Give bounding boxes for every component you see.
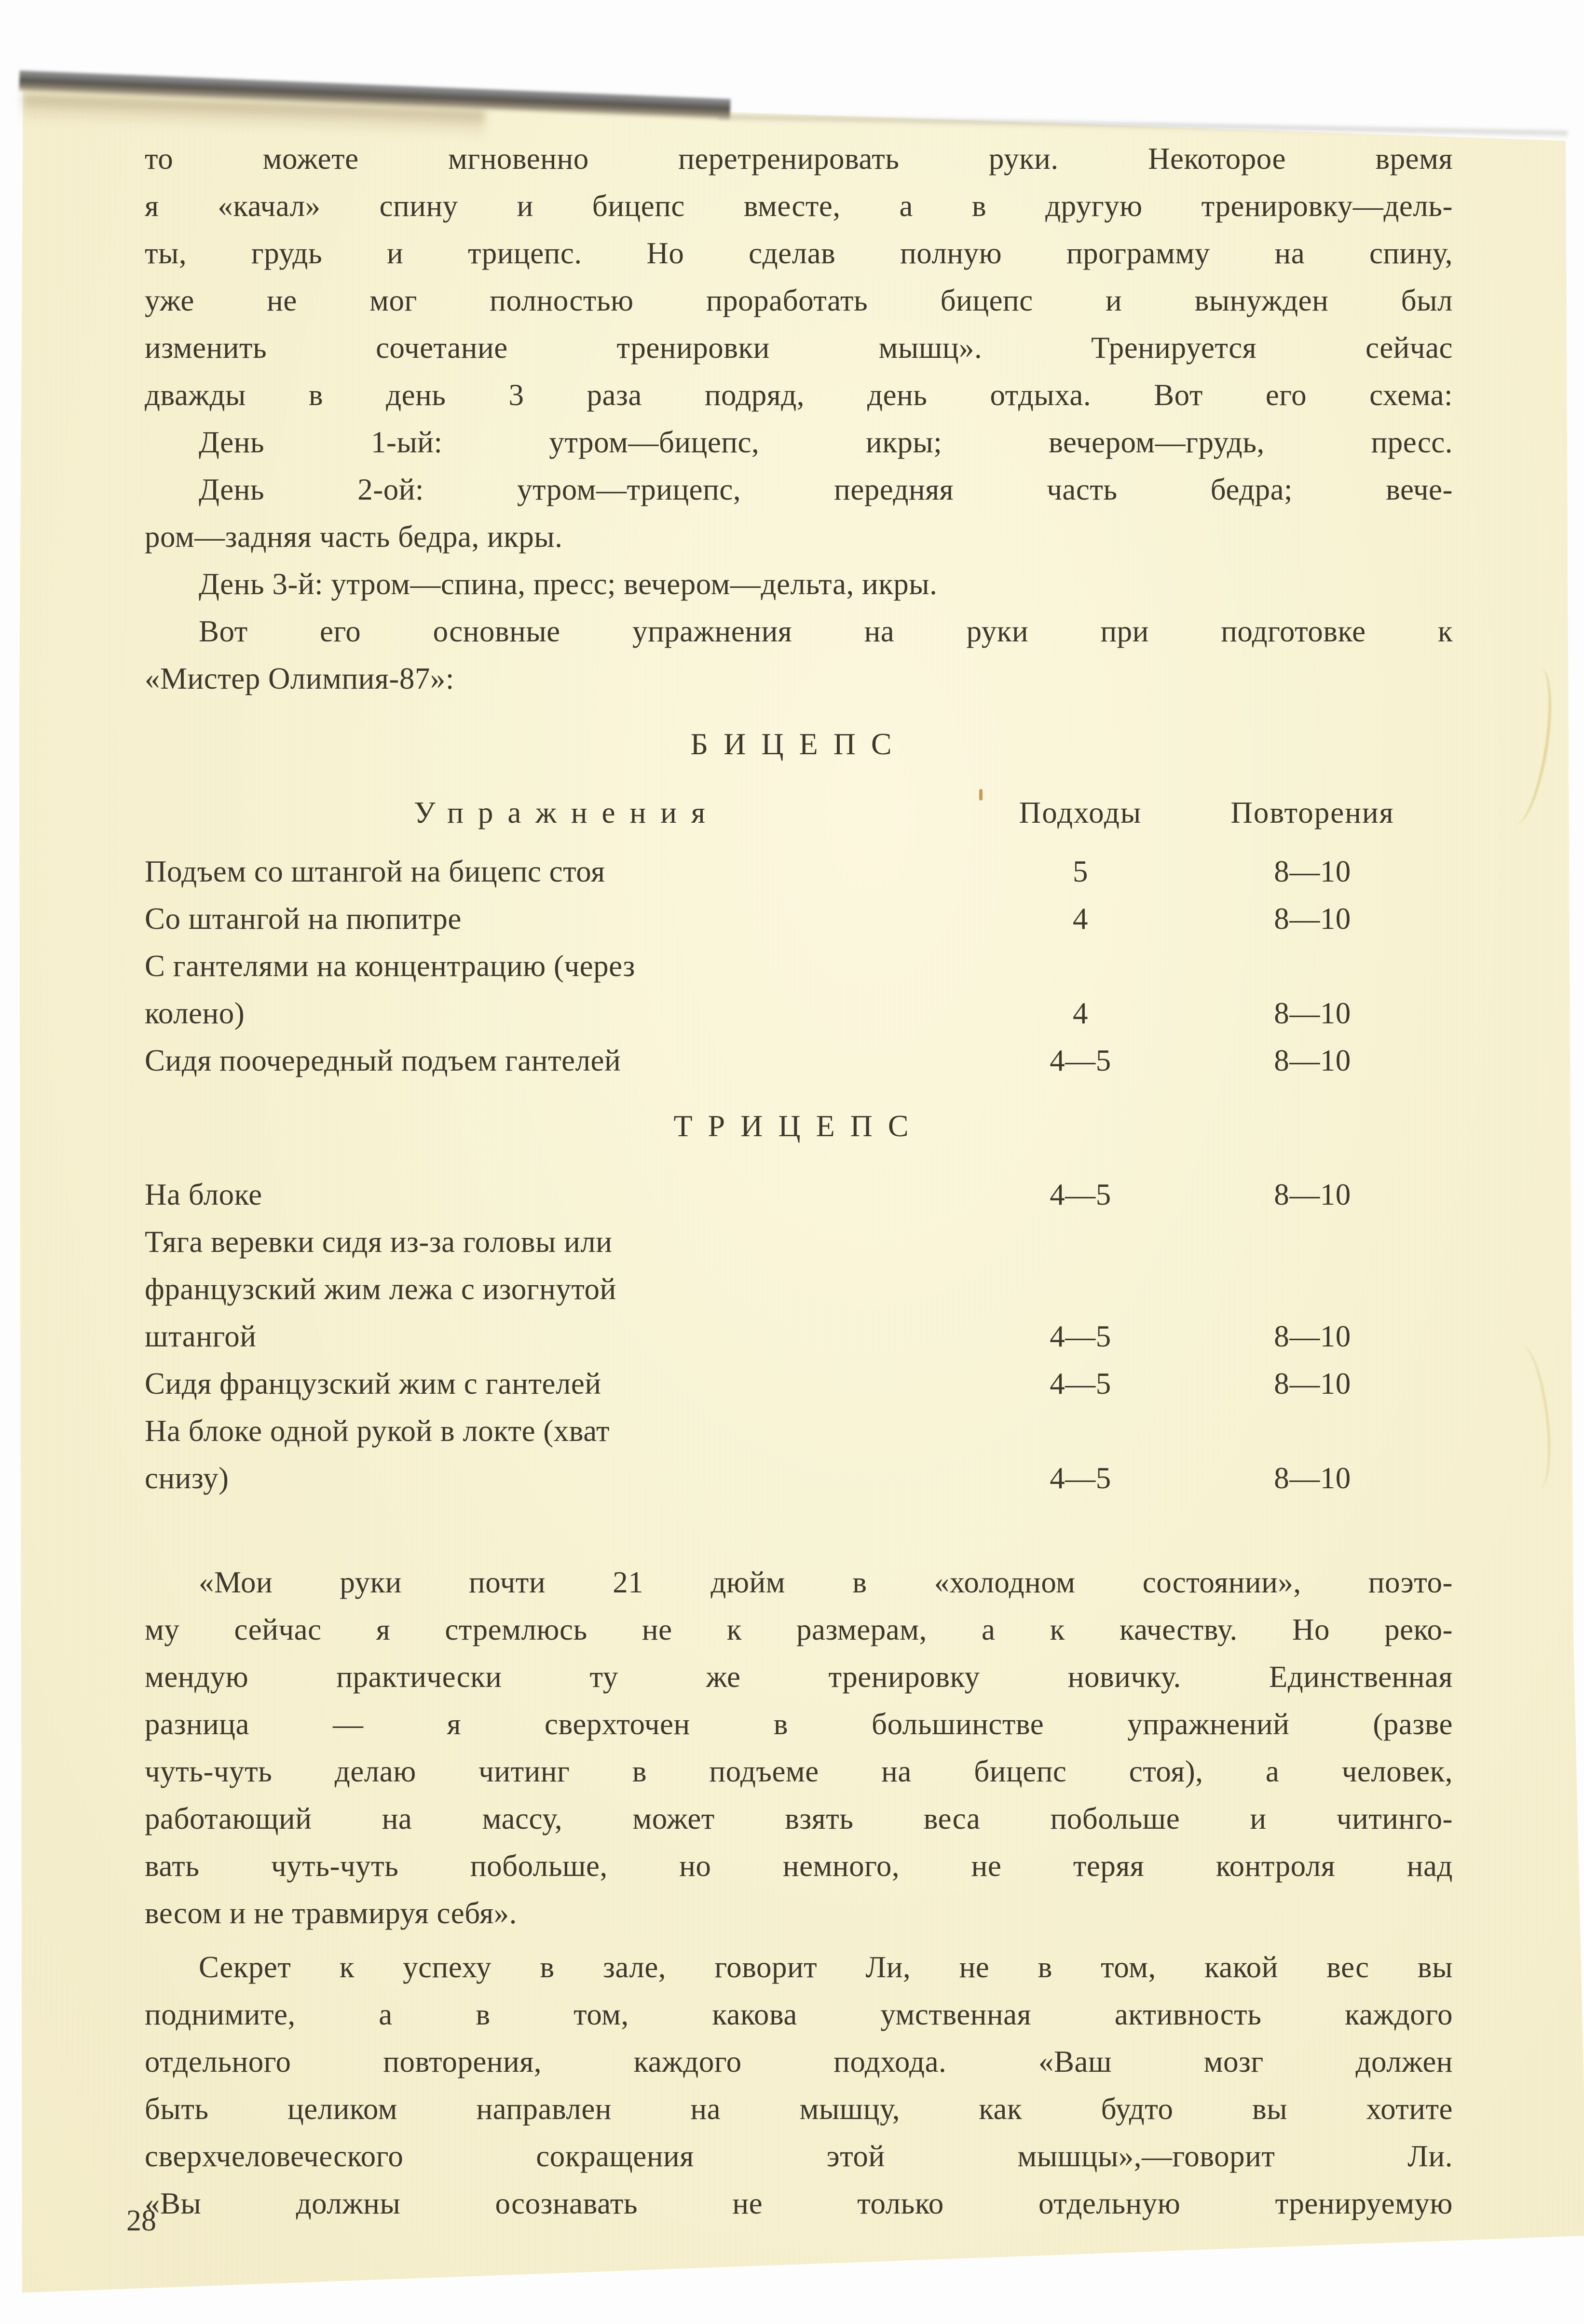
exercise-cell: французский жим лежа с изогнутой [145, 1272, 616, 1306]
sets-cell: 4 [1073, 902, 1088, 936]
page-number: 28 [126, 2204, 156, 2237]
sets-cell: 4—5 [1050, 1319, 1111, 1353]
exercise-cell: На блоке [145, 1178, 262, 1211]
exercise-cell: Со штангой на пюпитре [145, 902, 462, 936]
text-line: День 1-ый: утром—бицепс, икры; вечером—грудь, пресс. [199, 425, 1453, 459]
reps-cell: 8—10 [1274, 855, 1351, 888]
text-line: уже не мог полностью проработать бицепс и вынужден был [145, 284, 1453, 317]
exercise-cell: Сидя французский жим с гантелей [145, 1367, 601, 1400]
table-row [145, 1454, 1453, 1502]
exercise-cell: Сидя поочередный подъем гантелей [145, 1044, 621, 1077]
text-line: Секрет к успеху в зале, говорит Ли, не в том, какой вес вы [199, 1950, 1453, 1984]
text-line: дважды в день 3 раза подряд, день отдыха. Вот его схема: [145, 378, 1453, 412]
reps-cell [1172, 942, 1453, 990]
text-line: День 3-й: утром—спина, пресс; вечером—дельта, икры. [199, 567, 938, 601]
sets-cell: 4—5 [1050, 1044, 1111, 1077]
table-row [145, 1360, 1453, 1407]
table-row [145, 895, 1453, 942]
text-line: мендую практически ту же тренировку новичку. Единственная [145, 1660, 1453, 1694]
reps-cell: 8—10 [1274, 1044, 1351, 1077]
reps-cell: 8—10 [1274, 996, 1351, 1030]
sets-cell [989, 1265, 1172, 1313]
table-row [145, 1037, 1453, 1084]
biceps-table [145, 789, 1453, 1084]
table-row [145, 1313, 1453, 1360]
text-line: чуть-чуть делаю читинг в подъеме на бицепс стоя), а человек, [145, 1754, 1453, 1788]
intro-paragraph [145, 135, 1453, 419]
table-row [145, 1265, 1453, 1313]
table-row [145, 1407, 1453, 1454]
section-heading-triceps: ТРИЦЕПС [673, 1109, 924, 1143]
text-line: День 2-ой: утром—трицепс, передняя часть бедра; вече- [199, 473, 1453, 506]
text-line: му сейчас я стремлюсь не к размерам, а к качеству. Но реко- [145, 1613, 1453, 1646]
reps-cell: 8—10 [1274, 902, 1351, 936]
exercise-cell: С гантелями на концентрацию (через [145, 949, 635, 983]
text-line: сверхчеловеческого сокращения этой мышцы»,—говорит Ли. [145, 2139, 1453, 2173]
reps-cell: 8—10 [1274, 1367, 1351, 1400]
sets-cell [989, 942, 1172, 990]
reps-cell: 8—10 [1274, 1178, 1351, 1211]
col-header-reps: Повторения [1230, 796, 1394, 829]
reps-cell: 8—10 [1274, 1319, 1351, 1353]
reps-cell [1172, 1265, 1453, 1313]
sets-cell: 4 [1073, 996, 1088, 1030]
sets-cell: 4—5 [1050, 1461, 1111, 1495]
text-line: Вот его основные упражнения на руки при подготовке к [199, 614, 1453, 648]
text-line: быть целиком направлен на мышцу, как будто вы хотите [145, 2092, 1453, 2126]
sets-cell [989, 1407, 1172, 1454]
document-text [145, 135, 1453, 2227]
text-line: ты, грудь и трицепс. Но сделав полную программу на спину, [145, 236, 1453, 270]
training-schedule [145, 419, 1453, 702]
exercise-cell: На блоке одной рукой в локте (хват [145, 1414, 610, 1448]
reps-cell [1172, 1218, 1453, 1265]
col-header-sets: Подходы [1019, 796, 1142, 829]
triceps-table [145, 1171, 1453, 1502]
text-line: отдельного повторения, каждого подхода. «Ваш мозг должен [145, 2045, 1453, 2079]
table-row [145, 848, 1453, 895]
secret-paragraph [145, 1943, 1453, 2227]
text-line: поднимите, а в том, какова умственная активность каждого [145, 1998, 1453, 2031]
reps-cell: 8—10 [1274, 1461, 1351, 1495]
exercise-cell: Подъем со штангой на бицепс стоя [145, 855, 605, 888]
text-line: то можете мгновенно перетренировать руки. Некоторое время [145, 142, 1453, 176]
table-row [145, 1218, 1453, 1265]
col-header-exercises: Упражнения [414, 796, 720, 829]
sets-cell: 4—5 [1050, 1367, 1111, 1400]
text-line: я «качал» спину и бицепс вместе, а в другую тренировку—дель- [145, 189, 1453, 223]
text-line: ром—задняя часть бедра, икры. [145, 520, 563, 554]
table-row [145, 990, 1453, 1037]
text-line: вать чуть-чуть побольше, но немного, не теряя контроля над [145, 1849, 1453, 1883]
exercise-cell: колено) [145, 996, 245, 1030]
table-header-row [145, 789, 1453, 836]
text-line: «Мистер Олимпия-87»: [145, 662, 454, 695]
sets-cell: 5 [1073, 855, 1088, 888]
exercise-cell: Тяга веревки сидя из-за головы или [145, 1225, 613, 1259]
text-line: весом и не травмируя себя». [145, 1896, 517, 1930]
quote-paragraph [145, 1559, 1453, 1937]
text-line: работающий на массу, может взять веса побольше и читинго- [145, 1802, 1453, 1835]
text-line: «Вы должны осознавать не только отдельную тренируемую [145, 2187, 1453, 2220]
table-row [145, 942, 1453, 990]
sets-cell [989, 1218, 1172, 1265]
text-line: разница — я сверхточен в большинстве упражнений (разве [145, 1707, 1453, 1741]
section-heading-biceps: БИЦЕПС [690, 727, 907, 761]
table-row [145, 1171, 1453, 1218]
exercise-cell: штангой [145, 1319, 257, 1353]
text-line: изменить сочетание тренировки мышц». Тренируется сейчас [145, 331, 1453, 365]
sets-cell: 4—5 [1050, 1178, 1111, 1211]
text-line: «Мои руки почти 21 дюйм в «холодном состоянии», поэто- [199, 1565, 1453, 1599]
reps-cell [1172, 1407, 1453, 1454]
exercise-cell: снизу) [145, 1461, 229, 1495]
